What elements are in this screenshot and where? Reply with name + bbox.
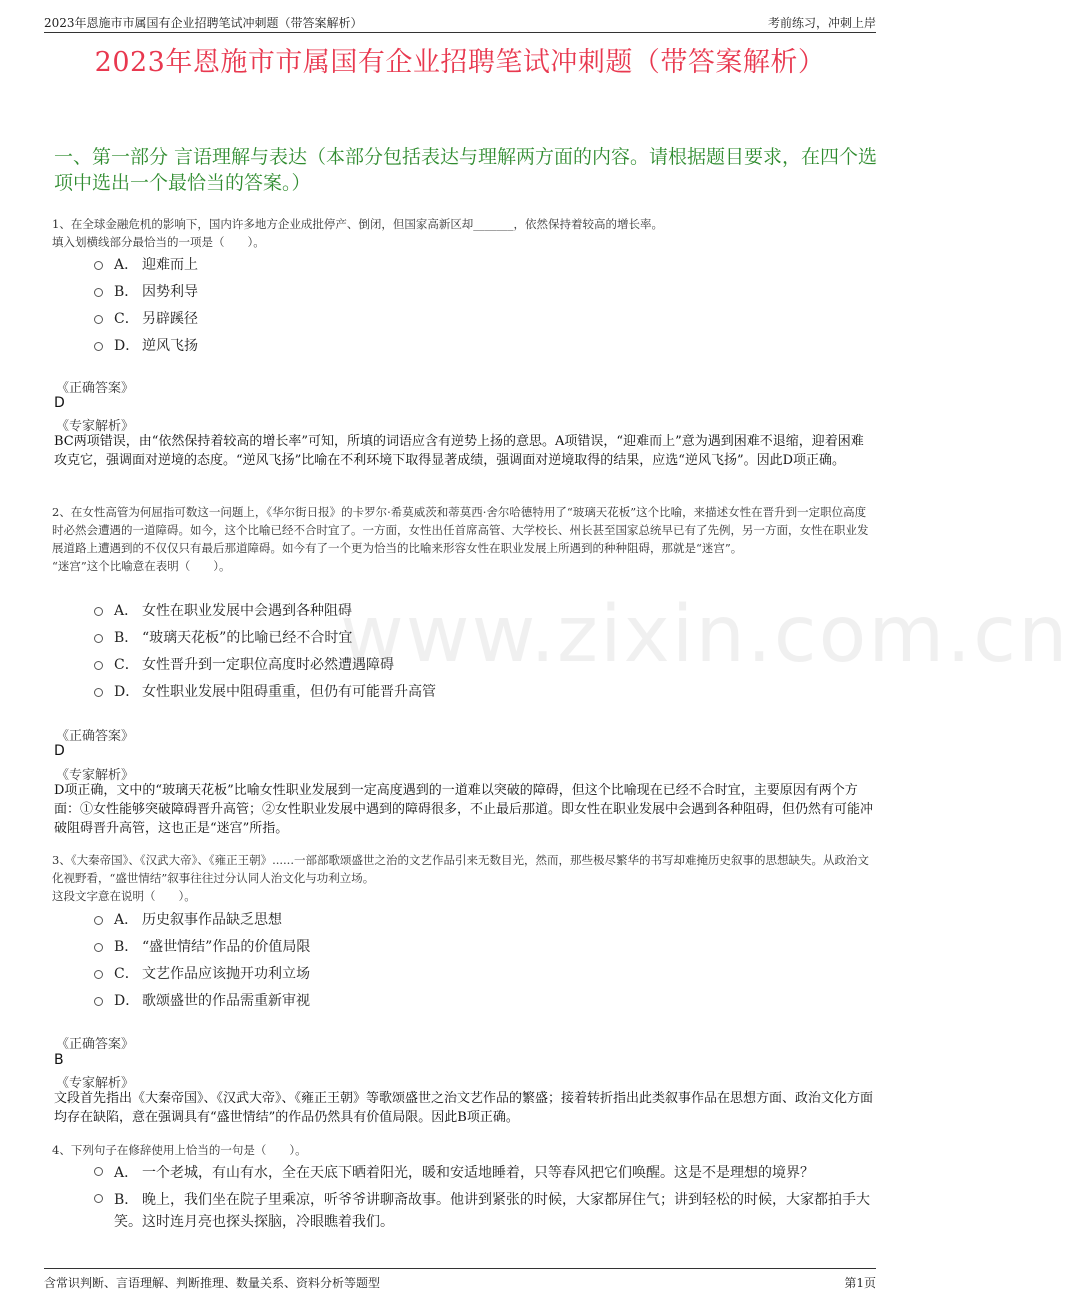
option-text: 女性职业发展中阻碍重重，但仍有可能晋升高管 xyxy=(142,684,436,700)
option-text: 女性在职业发展中会遇到各种阻碍 xyxy=(142,603,352,619)
option-letter: B． xyxy=(114,1192,139,1208)
option-text: 女性晋升到一定职位高度时必然遭遇障碍 xyxy=(142,657,394,673)
option-letter: A． xyxy=(114,257,139,273)
radio-icon[interactable] xyxy=(94,916,103,925)
radio-icon[interactable] xyxy=(94,342,103,351)
question-2-option-b[interactable] xyxy=(92,625,876,652)
question-4-option-b[interactable] xyxy=(92,1187,876,1236)
radio-icon[interactable] xyxy=(94,997,103,1006)
option-letter: C． xyxy=(114,657,139,673)
question-3-option-b[interactable] xyxy=(92,934,876,961)
option-letter: C． xyxy=(114,311,139,327)
option-text: 逆风飞扬 xyxy=(142,338,198,354)
question-1-answer: D xyxy=(54,395,65,411)
question-1-explanation: BC两项错误，由“依然保持着较高的增长率”可知，所填的词语应含有逆势上扬的意思。A项错误，“迎难而上”意为遇到困难不退缩，迎着困难攻克它，强调面对逆境的态度。“逆风飞扬”比喻在不利环境下取得显著成绩，强调面对逆境取得的结果，应选“逆风飞扬”。因此D项正确。 xyxy=(54,434,864,468)
section-heading: 一、第一部分 言语理解与表达（本部分包括表达与理解两方面的内容。请根据题目要求，在四个选项中选出一个最恰当的答案。） xyxy=(54,146,878,194)
option-text: 晚上，我们坐在院子里乘凉，听爷爷讲聊斋故事。他讲到紧张的时候，大家都屏住气；讲到轻松的时候，大家都拍手大笑。这时连月亮也探头探脑，冷眼瞧着我们。 xyxy=(114,1192,870,1230)
question-2-option-a[interactable] xyxy=(92,598,876,625)
question-1-option-c[interactable] xyxy=(92,306,876,333)
question-3-option-c[interactable] xyxy=(92,961,876,988)
question-2-prompt: “迷宫”这个比喻意在表明（ ）。 xyxy=(52,559,231,573)
header-slogan: 考前练习，冲刺上岸 xyxy=(767,16,876,30)
radio-icon[interactable] xyxy=(94,607,103,616)
page-footer xyxy=(44,1268,876,1299)
radio-icon[interactable] xyxy=(94,943,103,952)
option-text: “玻璃天花板”的比喻已经不合时宜 xyxy=(142,630,353,646)
question-1-option-a[interactable] xyxy=(92,252,876,279)
question-4-options xyxy=(92,1160,876,1236)
option-text: “盛世情结”作品的价值局限 xyxy=(142,939,311,955)
question-3-prompt: 这段文字意在说明（ ）。 xyxy=(52,889,196,903)
question-3-answer: B xyxy=(54,1052,64,1068)
question-2-options xyxy=(92,598,876,706)
radio-icon[interactable] xyxy=(94,970,103,979)
option-letter: A． xyxy=(114,912,139,928)
option-letter: B． xyxy=(114,284,139,300)
option-text: 文艺作品应该抛开功利立场 xyxy=(142,966,310,982)
question-1-text: 1、在全球金融危机的影响下，国内许多地方企业成批停产、倒闭，但国家高新区却_______，依然保持着较高的增长率。 xyxy=(52,217,664,231)
watermark: www.zixin.com.cn xyxy=(340,590,1069,680)
question-3-options xyxy=(92,907,876,1015)
question-2-stem xyxy=(52,503,876,575)
question-3-option-d[interactable] xyxy=(92,988,876,1015)
explanation-label: 《专家解析》 xyxy=(56,1076,135,1091)
question-2-option-d[interactable] xyxy=(92,679,876,706)
option-letter: D． xyxy=(114,684,140,700)
answer-label: 《正确答案》 xyxy=(56,1037,135,1052)
question-3-explanation: 文段首先指出《大秦帝国》、《汉武大帝》、《雍正王朝》等歌颂盛世之治文艺作品的繁盛；接着转折指出此类叙事作品在思想方面、政治文化方面均存在缺陷，意在强调具有“盛世情结”的作品仍然具有价值局限。因此B项正确。 xyxy=(54,1091,874,1125)
option-text: 历史叙事作品缺乏思想 xyxy=(142,912,282,928)
radio-icon[interactable] xyxy=(94,688,103,697)
question-3-stem xyxy=(52,851,876,905)
page-number: 第1页 xyxy=(844,1276,876,1290)
document-title: 2023年恩施市市属国有企业招聘笔试冲刺题（带答案解析） xyxy=(94,47,826,78)
explanation-label: 《专家解析》 xyxy=(56,419,135,434)
answer-label: 《正确答案》 xyxy=(56,381,135,396)
header-doc-title: 2023年恩施市市属国有企业招聘笔试冲刺题（带答案解析） xyxy=(44,16,363,30)
option-letter: D． xyxy=(114,338,140,354)
explanation-label: 《专家解析》 xyxy=(56,768,135,783)
radio-icon[interactable] xyxy=(94,288,103,297)
page-header xyxy=(44,0,876,33)
radio-icon[interactable] xyxy=(94,315,103,324)
option-text: 迎难而上 xyxy=(142,257,198,273)
option-letter: B． xyxy=(114,939,139,955)
radio-icon[interactable] xyxy=(94,261,103,270)
answer-label: 《正确答案》 xyxy=(56,729,135,744)
radio-icon[interactable] xyxy=(94,634,103,643)
option-letter: B． xyxy=(114,630,139,646)
radio-icon[interactable] xyxy=(94,1167,103,1176)
option-letter: A． xyxy=(114,603,139,619)
question-1-option-b[interactable] xyxy=(92,279,876,306)
question-2-option-c[interactable] xyxy=(92,652,876,679)
question-3-option-a[interactable] xyxy=(92,907,876,934)
question-4-option-a[interactable] xyxy=(92,1160,876,1187)
option-text: 一个老城，有山有水，全在天底下晒着阳光，暖和安适地睡着，只等春风把它们唤醒。这是不是理想的境界？ xyxy=(142,1165,814,1181)
footer-note: 含常识判断、言语理解、判断推理、数量关系、资料分析等题型 xyxy=(44,1276,381,1290)
question-4-text: 4、下列句子在修辞使用上恰当的一句是（ ）。 xyxy=(52,1143,307,1157)
option-text: 另辟蹊径 xyxy=(142,311,198,327)
question-3-text: 3、《大秦帝国》、《汉武大帝》、《雍正王朝》......一部部歌颂盛世之治的文艺作品引来无数目光，然而，那些极尽繁华的书写却难掩历史叙事的思想缺失。从政治文化视野看，“盛世情结”叙事往往过分认同人治文化与功利立场。 xyxy=(52,853,869,885)
question-1-stem xyxy=(52,215,876,251)
option-letter: C． xyxy=(114,966,139,982)
question-4-stem xyxy=(52,1141,876,1159)
question-2-explanation: D项正确，文中的“玻璃天花板”比喻女性职业发展到一定高度遇到的一道难以突破的障碍，但这个比喻现在已经不合时宜，主要原因有两个方面：①女性能够突破障碍晋升高管；②女性职业发展中遇到的障碍很多，不止最后那道。即女性在职业发展中会遇到各种阻碍，但仍然有可能冲破阻碍晋升高管，这也正是“迷宫”所指。 xyxy=(54,783,874,836)
radio-icon[interactable] xyxy=(94,1194,103,1203)
option-text: 因势利导 xyxy=(142,284,198,300)
question-2-answer: D xyxy=(54,743,65,759)
option-letter: D． xyxy=(114,993,140,1009)
radio-icon[interactable] xyxy=(94,661,103,670)
question-2-text: 2、在女性高管为何屈指可数这一问题上，《华尔街日报》的卡罗尔·希莫威茨和蒂莫西·舍尔哈德特用了“玻璃天花板”这个比喻，来描述女性在晋升到一定职位高度时必然会遭遇的一道障碍。如今，这个比喻已经不合时宜了。一方面，女性出任首席高管、大学校长、州长甚至国家总统早已有了先例，另一方面，女性在职业发展道路上遭遇到的不仅仅只有最后那道障碍。如今有了一个更为恰当的比喻来形容女性在职业发展上所遇到的种种阻碍，那就是“迷宫”。 xyxy=(52,505,869,555)
option-text: 歌颂盛世的作品需重新审视 xyxy=(142,993,310,1009)
option-letter: A． xyxy=(114,1165,139,1181)
question-1-options xyxy=(92,252,876,360)
question-1-option-d[interactable] xyxy=(92,333,876,360)
question-1-prompt: 填入划横线部分最恰当的一项是（ ）。 xyxy=(52,235,265,249)
